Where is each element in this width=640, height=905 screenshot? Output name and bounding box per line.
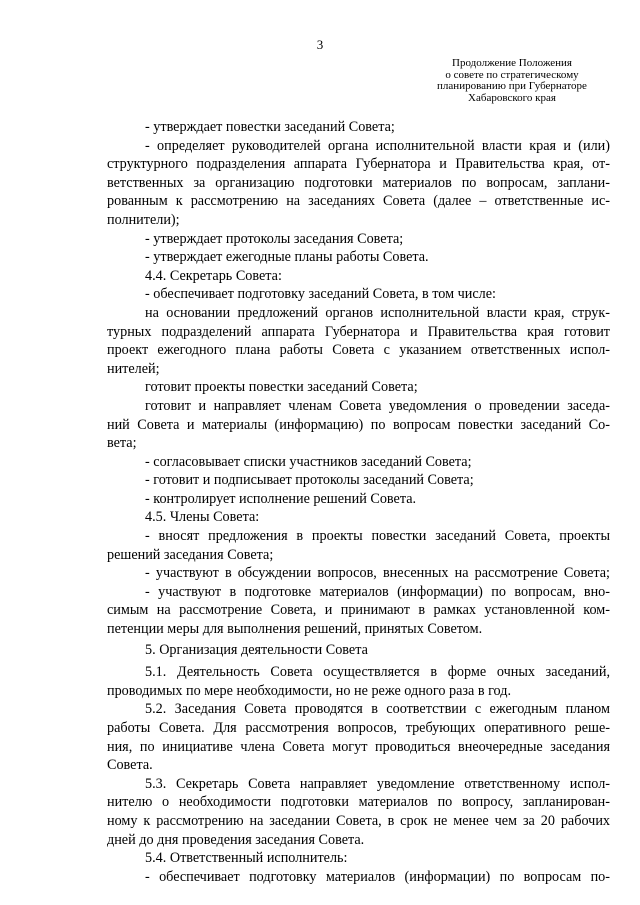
text-line: - участвуют в подготовке материалов (информации) по вопросам, вно-	[145, 583, 610, 600]
paragraph	[107, 471, 610, 490]
text-line: ному к рассмотрению на заседании Совета, в срок не менее чем за 20 рабочих	[107, 812, 610, 829]
paragraph	[107, 304, 610, 378]
page-number: 3	[316, 37, 324, 52]
paragraph	[107, 490, 610, 509]
continuation-line: Продолжение Положения	[452, 57, 572, 69]
continuation-line: Хабаровского края	[468, 91, 556, 104]
paragraph	[107, 267, 610, 286]
text-line: ний Совета и материалы (информацию) по вопросам повестки заседаний Со-	[107, 416, 610, 433]
text-line: решений заседания Совета;	[107, 546, 274, 563]
text-line: 5.4. Ответственный исполнитель:	[145, 850, 348, 867]
text-line: - обеспечивает подготовку заседаний Совета, в том числе:	[145, 286, 496, 303]
text-line: - обеспечивает подготовку материалов (информации) по вопросам по-	[145, 868, 610, 885]
paragraph	[107, 248, 610, 267]
text-line: - участвуют в обсуждении вопросов, внесенных на рассмотрение Совета;	[145, 565, 610, 582]
text-line: готовит и направляет членам Совета уведомления о проведении заседа-	[145, 397, 610, 414]
continuation-header	[398, 58, 626, 104]
text-line: - контролирует исполнение решений Совета.	[145, 490, 417, 507]
text-line: нителю о необходимости подготовки материалов по вопросу, запланирован-	[107, 794, 610, 811]
text-line: - утверждает ежегодные планы работы Совета.	[145, 249, 429, 266]
document-body	[107, 118, 610, 886]
text-line: 4.5. Члены Совета:	[145, 509, 260, 526]
paragraph	[107, 508, 610, 527]
text-line: структурного подразделения аппарата Губернатора и Правительства края, от-	[107, 156, 610, 173]
section-heading	[107, 641, 610, 660]
text-line: проект ежегодного плана работы Совета с указанием ответственных испол-	[107, 342, 610, 359]
paragraph	[107, 397, 610, 453]
text-line: 5.3. Секретарь Совета направляет уведомление ответственному испол-	[145, 775, 610, 792]
text-line: ния, по инициативе члена Совета могут проводиться внеочередные заседания	[107, 738, 610, 755]
text-line: дней до дня проведения заседания Совета.	[107, 831, 365, 848]
text-line: нителей;	[107, 360, 160, 377]
paragraph	[107, 230, 610, 249]
paragraph	[107, 775, 610, 849]
text-line: готовит проекты повестки заседаний Совета;	[145, 379, 418, 396]
paragraph	[107, 118, 610, 137]
paragraph	[107, 378, 610, 397]
paragraph	[107, 453, 610, 472]
paragraph	[107, 137, 610, 230]
paragraph	[107, 700, 610, 774]
text-line: ветственных за организацию подготовки материалов по вопросам, заплани-	[107, 174, 610, 191]
paragraph	[107, 663, 610, 700]
text-line: рованным к рассмотрению на заседаниях Совета (далее – ответственные ис-	[107, 193, 610, 210]
text-line: турных подразделений аппарата Губернатора и Правительства края готовит	[107, 323, 610, 340]
text-line: - определяет руководителей органа исполнительной власти края и (или)	[145, 137, 610, 154]
text-line: - вносят предложения в проекты повестки заседаний Совета, проекты	[145, 528, 610, 545]
paragraph	[107, 583, 610, 639]
text-line: проводимых по мере необходимости, но не реже одного раза в год.	[107, 682, 512, 699]
text-line: - готовит и подписывает протоколы заседаний Совета;	[145, 472, 474, 489]
text-line: Совета.	[107, 757, 153, 774]
text-line: - согласовывает списки участников заседаний Совета;	[145, 453, 472, 470]
paragraph	[107, 564, 610, 583]
text-line: 5.1. Деятельность Совета осуществляется в форме очных заседаний,	[145, 664, 610, 681]
text-line: 5.2. Заседания Совета проводятся в соответствии с ежегодным планом	[145, 701, 610, 718]
continuation-line: планированию при Губернаторе	[437, 80, 587, 93]
text-line: полнители);	[107, 211, 180, 228]
text-line: петенции меры для выполнения решений, принятых Советом.	[107, 621, 483, 638]
text-line: симым на рассмотрение Совета, и принимают в рамках установленной ком-	[107, 602, 610, 619]
continuation-line: о совете по стратегическому	[445, 68, 579, 81]
paragraph	[107, 527, 610, 564]
text-line: на основании предложений органов исполнительной власти края, струк-	[145, 304, 610, 321]
paragraph	[107, 868, 610, 887]
text-line: - утверждает повестки заседаний Совета;	[145, 119, 395, 135]
text-line: работы Совета. Для рассмотрения вопросов, требующих оперативного реше-	[107, 720, 610, 736]
text-line: - утверждает протоколы заседания Совета;	[145, 230, 404, 247]
text-line: 5. Организация деятельности Совета	[145, 641, 368, 658]
paragraph	[107, 849, 610, 868]
text-line: вета;	[107, 435, 137, 452]
text-line: 4.4. Секретарь Совета:	[145, 267, 282, 284]
paragraph	[107, 285, 610, 304]
